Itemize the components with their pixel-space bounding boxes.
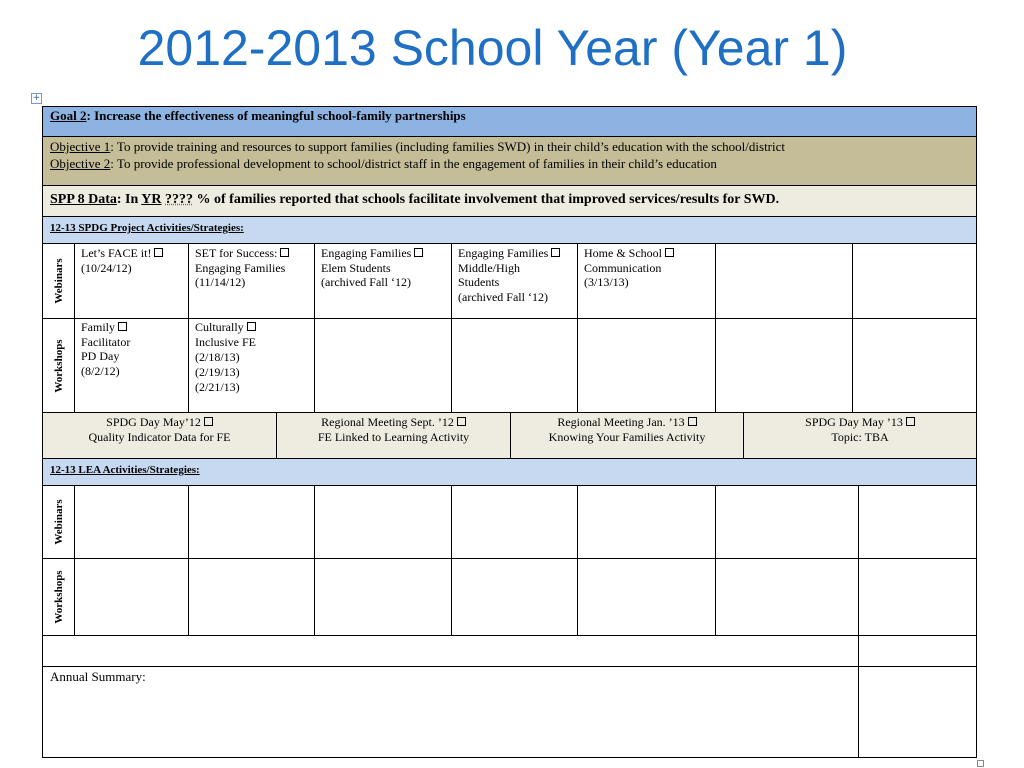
spp-text: % of families reported that schools facilitate involvement that improved services/results for SWD. <box>193 192 780 207</box>
annual-summary-row <box>42 667 977 758</box>
checkbox-icon[interactable] <box>665 248 674 257</box>
objectives-row <box>42 137 977 186</box>
lea-webinars-label: Webinars <box>52 499 65 545</box>
blank-row <box>42 636 977 667</box>
meetings-row <box>42 413 977 459</box>
goal-row <box>42 106 977 137</box>
workshops-label: Workshops <box>52 338 65 393</box>
lea-workshop-cell-7[interactable] <box>858 559 976 635</box>
workshop-cell-4 <box>451 319 577 412</box>
lea-workshop-cell-6[interactable] <box>715 559 858 635</box>
checkbox-icon[interactable] <box>688 417 697 426</box>
lea-webinar-cell-2[interactable] <box>188 486 314 558</box>
blank-row-right-cell[interactable] <box>858 636 976 666</box>
checkbox-icon[interactable] <box>551 248 560 257</box>
annual-summary-label: Annual Summary: <box>50 669 146 684</box>
lea-webinar-cell-6[interactable] <box>715 486 858 558</box>
goal-table <box>42 106 977 758</box>
checkbox-icon[interactable] <box>247 322 256 331</box>
lea-workshop-cell-1[interactable] <box>74 559 188 635</box>
lea-workshop-cell-3[interactable] <box>314 559 451 635</box>
webinar-cell-5: Home & School Communication (3/13/13) <box>577 244 715 318</box>
workshop-cell-6 <box>715 319 852 412</box>
goal-text: : Increase the effectiveness of meaningful school-family partnerships <box>86 108 466 123</box>
slide-title: 2012-2013 School Year (Year 1) <box>137 20 848 76</box>
workshop-cell-7 <box>852 319 976 412</box>
spdg-workshops-row <box>42 319 977 413</box>
spp-row: SPP 8 Data: In YR ???? % of families reported that schools facilitate involvement that improved services/results for SWD. <box>42 186 977 217</box>
lea-webinar-cell-5[interactable] <box>577 486 715 558</box>
lea-workshop-cell-4[interactable] <box>451 559 577 635</box>
workshop-cell-1: Family Facilitator PD Day (8/2/12) <box>74 319 188 412</box>
spp-label: SPP 8 Data <box>50 192 117 207</box>
objective-2: Objective 2: To provide professional development to school/district staff in the engagement of families in their child’s education <box>50 156 717 171</box>
checkbox-icon[interactable] <box>906 417 915 426</box>
lea-workshops-label: Workshops <box>52 570 65 624</box>
lea-webinar-cell-7[interactable] <box>858 486 976 558</box>
meeting-cell-1: SPDG Day May’12 Quality Indicator Data for FE <box>88 415 231 444</box>
lea-webinar-cell-4[interactable] <box>451 486 577 558</box>
checkbox-icon[interactable] <box>280 248 289 257</box>
meeting-cell-3: Regional Meeting Jan. ’13 Knowing Your Families Activity <box>510 413 743 458</box>
checkbox-icon[interactable] <box>118 322 127 331</box>
workshop-cell-5 <box>577 319 715 412</box>
checkbox-icon[interactable] <box>154 248 163 257</box>
lea-section-header: 12-13 LEA Activities/Strategies: <box>42 459 977 486</box>
webinar-cell-7 <box>852 244 976 318</box>
lea-workshop-cell-5[interactable] <box>577 559 715 635</box>
meeting-cell-2: Regional Meeting Sept. ’12 FE Linked to Learning Activity <box>276 413 510 458</box>
lea-workshops-row <box>42 559 977 636</box>
checkbox-icon[interactable] <box>457 417 466 426</box>
spdg-section-header: 12-13 SPDG Project Activities/Strategies: <box>42 217 977 244</box>
checkbox-icon[interactable] <box>204 417 213 426</box>
table-move-handle-icon[interactable]: + <box>32 93 41 103</box>
webinar-cell-1: Let’s FACE it! (10/24/12) <box>74 244 188 318</box>
goal-label: Goal 2 <box>50 108 87 123</box>
checkbox-icon[interactable] <box>414 248 423 257</box>
webinars-label: Webinars <box>52 258 65 304</box>
workshop-cell-3 <box>314 319 451 412</box>
lea-workshop-cell-2[interactable] <box>188 559 314 635</box>
webinar-cell-4: Engaging Families Middle/High Students (archived Fall ‘12) <box>451 244 577 318</box>
meeting-cell-4: SPDG Day May ’13 Topic: TBA <box>743 413 976 458</box>
annual-summary-right-cell[interactable] <box>858 667 976 757</box>
table-resize-handle-icon[interactable] <box>977 760 984 767</box>
webinar-cell-6 <box>715 244 852 318</box>
objective-1: Objective 1: To provide training and resources to support families (including families SWD) in their child’s education with the school/district <box>50 139 786 154</box>
lea-webinars-row <box>42 486 977 559</box>
lea-webinar-cell-3[interactable] <box>314 486 451 558</box>
webinar-cell-3: Engaging Families Elem Students (archived Fall ‘12) <box>314 244 451 318</box>
workshop-cell-2: Culturally Inclusive FE (2/18/13) (2/19/13) (2/21/13) <box>188 319 314 412</box>
spdg-webinars-row <box>42 244 977 319</box>
webinar-cell-2: SET for Success: Engaging Families (11/14/12) <box>188 244 314 318</box>
lea-webinar-cell-1[interactable] <box>74 486 188 558</box>
